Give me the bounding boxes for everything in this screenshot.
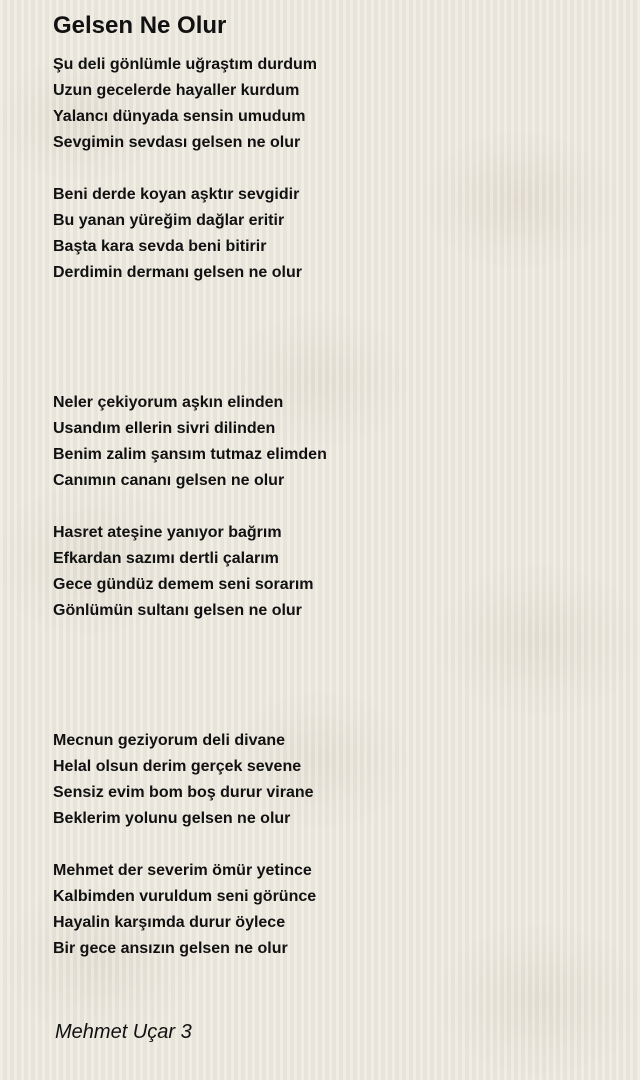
poem-line: Mecnun geziyorum deli divane <box>53 732 286 749</box>
stanza-spacer <box>53 494 613 520</box>
poem-line: Beklerim yolunu gelsen ne olur <box>53 810 291 827</box>
poem-line: Bu yanan yüreğim dağlar eritir <box>53 212 285 229</box>
poem-line: Hasret ateşine yanıyor bağrım <box>53 524 282 541</box>
poem-title: Gelsen Ne Olur <box>53 12 227 39</box>
poem-line: Yalancı dünyada sensin umudum <box>53 108 306 125</box>
poem-line: Canımın cananı gelsen ne olur <box>53 472 285 489</box>
poem-line: Uzun gecelerde hayaller kurdum <box>53 82 300 99</box>
poem-line: Gece gündüz demem seni sorarım <box>53 576 314 593</box>
stanza-spacer <box>53 156 613 182</box>
poem-line: Bir gece ansızın gelsen ne olur <box>53 940 288 957</box>
stanza-spacer <box>53 832 613 858</box>
section-spacer <box>53 286 613 390</box>
poem-line: Helal olsun derim gerçek sevene <box>53 758 302 775</box>
poem-line: Usandım ellerin sivri dilinden <box>53 420 276 437</box>
stanza-5 <box>53 728 613 832</box>
poem-line: Derdimin dermanı gelsen ne olur <box>53 264 302 281</box>
poem-line: Beni derde koyan aşktır sevgidir <box>53 186 300 203</box>
stanza-6 <box>53 858 613 962</box>
poem-line: Gönlümün sultanı gelsen ne olur <box>53 602 302 619</box>
poem-line: Hayalin karşımda durur öylece <box>53 914 286 931</box>
poem-body <box>53 52 613 962</box>
poem-line: Neler çekiyorum aşkın elinden <box>53 394 284 411</box>
stanza-1 <box>53 52 613 156</box>
poem-line: Şu deli gönlümle uğraştım durdum <box>53 56 318 73</box>
poem-line: Mehmet der severim ömür yetince <box>53 862 312 879</box>
poem-line: Başta kara sevda beni bitirir <box>53 238 267 255</box>
poem-line: Efkardan sazımı dertli çalarım <box>53 550 279 567</box>
section-spacer <box>53 624 613 728</box>
poem-line: Benim zalim şansım tutmaz elimden <box>53 446 327 463</box>
poem-author: Mehmet Uçar 3 <box>55 1021 192 1043</box>
poem-line: Sensiz evim bom boş durur virane <box>53 784 314 801</box>
poem-line: Kalbimden vuruldum seni görünce <box>53 888 317 905</box>
poem-line: Sevgimin sevdası gelsen ne olur <box>53 134 301 151</box>
stanza-2 <box>53 182 613 286</box>
stanza-4 <box>53 520 613 624</box>
stanza-3 <box>53 390 613 494</box>
